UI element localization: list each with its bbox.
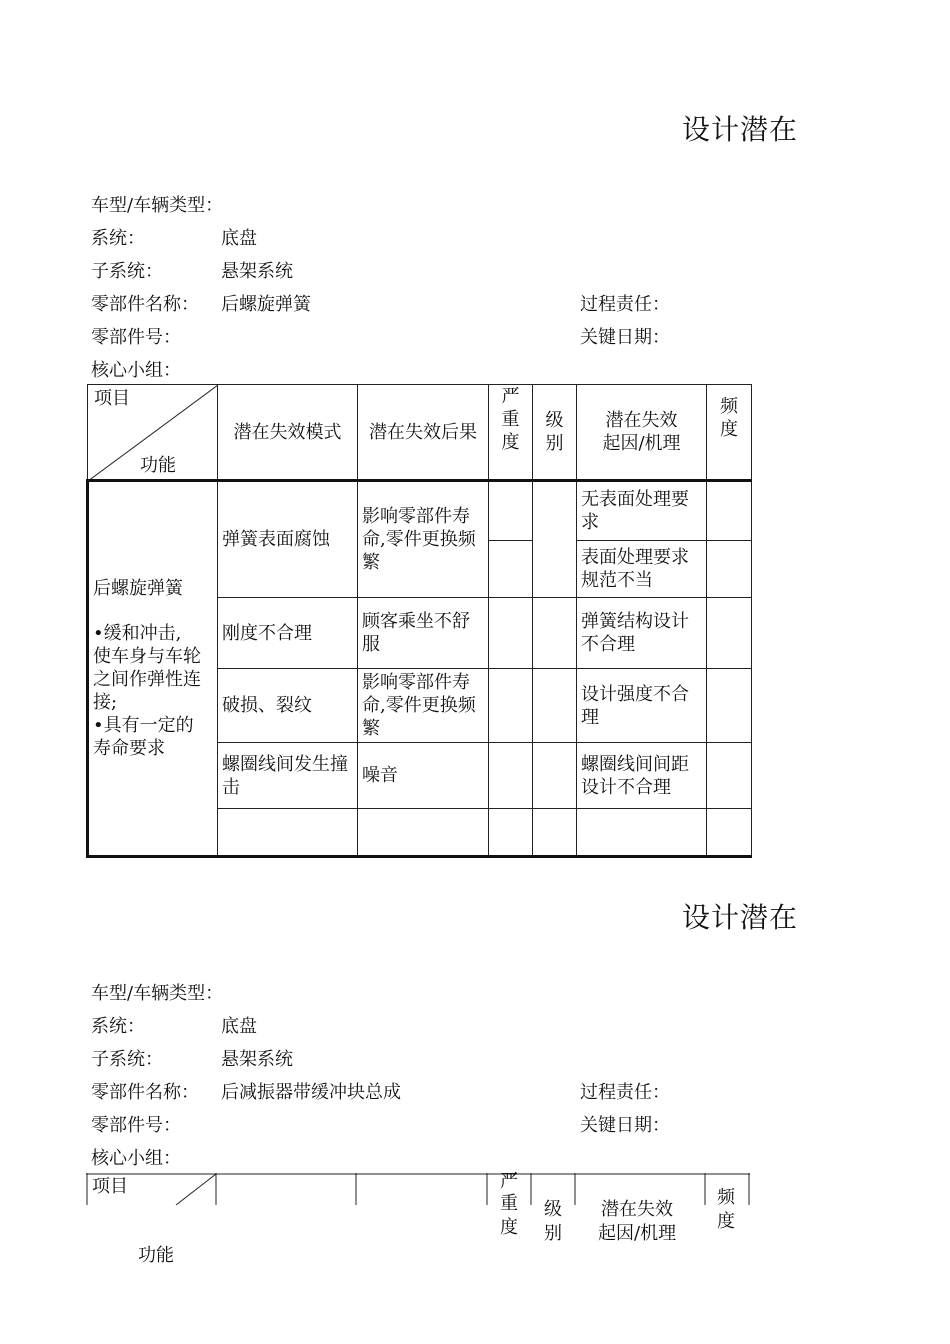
failure-mode-header: 潜在失效模式 — [218, 385, 358, 481]
class-cell — [533, 598, 577, 669]
severity-cell — [489, 743, 533, 809]
severity-cell — [489, 481, 533, 541]
function-line: 之间作弹性连 — [93, 669, 201, 690]
severity-char-1: 严 — [501, 386, 520, 407]
item-header-label: 项目 — [94, 388, 130, 409]
fmea-table — [86, 384, 752, 858]
process-responsibility-label: 过程责任： — [580, 1082, 670, 1103]
failure-mode-cell: 弹簧表面腐蚀 — [218, 481, 358, 598]
occurrence-cell — [707, 669, 752, 743]
cause-header-line-2: 起因/机理 — [602, 433, 681, 454]
class-char-1: 级 — [545, 410, 564, 431]
system-value: 底盘 — [221, 228, 257, 249]
occurrence-cell — [707, 481, 752, 541]
failure-effect-cell: 影响零部件寿命,零件更换频繁 — [358, 481, 489, 598]
function-line: •缓和冲击, — [93, 623, 182, 644]
severity-char-2: 重 — [501, 409, 520, 430]
occurrence-header — [717, 1186, 735, 1234]
function-line: 使车身与车轮 — [93, 646, 201, 667]
severity-char-1: 严 — [500, 1171, 518, 1192]
cause-cell: 螺圈线间间距设计不合理 — [577, 743, 707, 809]
system-label: 系统： — [91, 228, 145, 249]
occurrence-char-2: 度 — [720, 419, 738, 440]
function-line: 寿命要求 — [93, 738, 165, 759]
part-name-label: 零部件名称： — [91, 1082, 199, 1103]
failure-mode-cell: 螺圈线间发生撞击 — [218, 743, 358, 809]
function-header-label: 功能 — [140, 455, 176, 476]
part-name-value: 后减振器带缓冲块总成 — [221, 1082, 401, 1103]
failure-mode-cell — [218, 809, 358, 857]
class-char-2: 别 — [545, 433, 564, 454]
occurrence-cell — [707, 598, 752, 669]
occurrence-header — [707, 385, 752, 481]
subsystem-value: 悬架系统 — [221, 1049, 293, 1070]
class-cell — [533, 669, 577, 743]
failure-effect-cell: 噪音 — [358, 743, 489, 809]
cause-header-line-2: 起因/机理 — [598, 1223, 677, 1244]
class-header — [533, 385, 577, 481]
cause-header — [577, 385, 707, 481]
cause-header-line-1: 潜在失效 — [605, 410, 678, 431]
failure-effect-header: 潜在失效后果 — [358, 385, 489, 481]
process-responsibility-label: 过程责任： — [580, 294, 670, 315]
form-title: 设计潜在 — [682, 113, 799, 146]
cause-header — [598, 1198, 676, 1246]
item-header-label: 项目 — [92, 1176, 128, 1197]
cause-cell: 无表面处理要求 — [577, 481, 707, 541]
vehicle-type-label: 车型/车辆类型： — [91, 195, 224, 216]
class-header — [544, 1198, 562, 1246]
function-line: 接; — [93, 692, 118, 713]
severity-char-3: 度 — [500, 1217, 518, 1238]
severity-cell — [489, 669, 533, 743]
occurrence-char-1: 频 — [717, 1187, 735, 1208]
severity-cell — [489, 598, 533, 669]
part-name-label: 零部件名称： — [91, 294, 199, 315]
item-name: 后螺旋弹簧 — [93, 578, 183, 599]
subsystem-label: 子系统： — [91, 261, 163, 282]
failure-mode-cell: 破损、裂纹 — [218, 669, 358, 743]
severity-char-2: 重 — [500, 1193, 518, 1214]
cause-header-line-1: 潜在失效 — [601, 1199, 674, 1220]
system-value: 底盘 — [221, 1016, 257, 1037]
class-cell — [533, 809, 577, 857]
part-number-label: 零部件号： — [91, 1115, 181, 1136]
key-date-label: 关键日期： — [580, 327, 670, 348]
severity-header — [500, 1170, 518, 1240]
core-team-label: 核心小组： — [91, 360, 181, 381]
cause-cell — [577, 809, 707, 857]
subsystem-label: 子系统： — [91, 1049, 163, 1070]
class-cell — [533, 743, 577, 809]
subsystem-value: 悬架系统 — [221, 261, 293, 282]
class-cell — [533, 481, 577, 598]
item-function-cell — [88, 481, 218, 857]
part-name-value: 后螺旋弹簧 — [221, 294, 311, 315]
system-label: 系统： — [91, 1016, 145, 1037]
severity-cell — [489, 541, 533, 598]
failure-effect-cell — [358, 809, 489, 857]
occurrence-cell — [707, 809, 752, 857]
class-char-2: 别 — [544, 1223, 562, 1244]
vehicle-type-label: 车型/车辆类型： — [91, 983, 224, 1004]
failure-effect-cell: 影响零部件寿命,零件更换频繁 — [358, 669, 489, 743]
occurrence-char-2: 度 — [717, 1211, 735, 1232]
table-row — [88, 481, 752, 541]
cause-cell: 表面处理要求规范不当 — [577, 541, 707, 598]
occurrence-cell — [707, 743, 752, 809]
occurrence-char-1: 频 — [720, 396, 738, 417]
table-header-row — [88, 385, 752, 481]
core-team-label: 核心小组： — [91, 1148, 181, 1169]
form-title: 设计潜在 — [682, 901, 799, 934]
failure-effect-cell: 顾客乘坐不舒服 — [358, 598, 489, 669]
class-char-1: 级 — [544, 1199, 562, 1220]
part-number-label: 零部件号： — [91, 327, 181, 348]
failure-mode-cell: 刚度不合理 — [218, 598, 358, 669]
occurrence-cell — [707, 541, 752, 598]
function-header-label: 功能 — [138, 1245, 174, 1266]
severity-header — [489, 385, 533, 481]
function-line: •具有一定的 — [93, 715, 194, 736]
severity-cell — [489, 809, 533, 857]
cause-cell: 弹簧结构设计不合理 — [577, 598, 707, 669]
severity-char-3: 度 — [501, 432, 520, 453]
key-date-label: 关键日期： — [580, 1115, 670, 1136]
cause-cell: 设计强度不合理 — [577, 669, 707, 743]
item-function-header — [88, 385, 218, 481]
